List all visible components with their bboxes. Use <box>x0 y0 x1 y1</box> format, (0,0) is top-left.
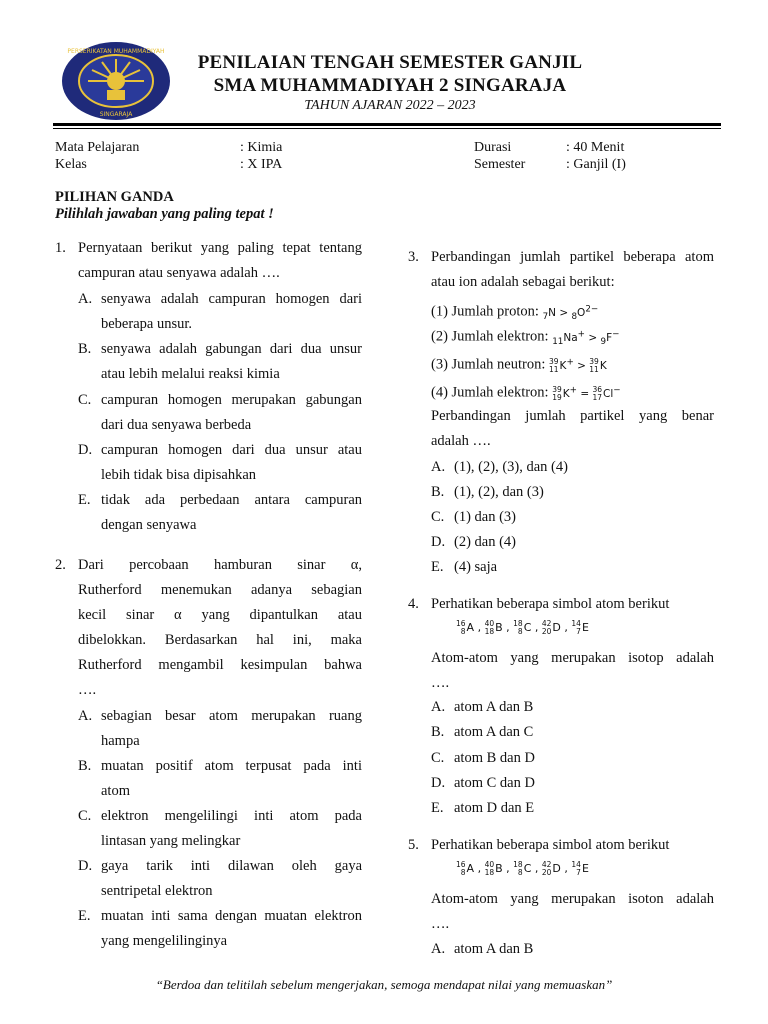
option-letter: A. <box>78 708 93 724</box>
option-text: tidak ada perbedaan antara campuran <box>101 492 362 508</box>
question-text: …. <box>78 682 97 698</box>
svg-text:SINGARAJA: SINGARAJA <box>99 111 133 118</box>
question-text: Perbandingan jumlah partikel yang benar <box>431 408 714 424</box>
option-text: dengan senyawa <box>101 517 197 533</box>
option-text: gaya tarik inti dilawan oleh gaya <box>101 858 362 874</box>
option-text: lebih tidak bisa dipisahkan <box>101 467 257 483</box>
question-text: …. <box>431 916 450 932</box>
option-text: muatan inti sama dengan muatan elektron <box>101 908 362 924</box>
option-text: (4) saja <box>454 559 498 575</box>
question-text: Atom-atom yang merupakan isoton adalah <box>431 891 714 907</box>
option-letter: D. <box>431 775 446 791</box>
option-letter: A. <box>431 941 446 957</box>
question-number: 4. <box>408 596 419 612</box>
option-letter: B. <box>431 724 445 740</box>
formula-electron-2: 39 19 K+ = 36 17 Cl− <box>552 384 621 402</box>
option-letter: D. <box>78 442 93 458</box>
option-text: atom A dan C <box>454 724 534 740</box>
question-text: Perhatikan beberapa simbol atom berikut <box>431 837 670 853</box>
option-text: atau lebih melalui reaksi kimia <box>101 366 280 382</box>
question-text: …. <box>431 675 450 691</box>
semester-label: Semester <box>474 157 526 172</box>
option-text: campuran homogen dari dua unsur atau <box>101 442 362 458</box>
option-letter: A. <box>431 459 446 475</box>
duration-label: Durasi <box>474 140 512 155</box>
class-value: : X IPA <box>240 157 283 172</box>
option-letter: C. <box>78 808 92 824</box>
option-text: atom C dan D <box>454 775 535 791</box>
item-label: (2) Jumlah elektron: <box>431 328 549 345</box>
question-text: Perhatikan beberapa simbol atom berikut <box>431 596 670 612</box>
option-text: atom <box>101 783 130 799</box>
option-letter: E. <box>78 492 91 508</box>
option-text: senyawa adalah gabungan dari dua unsur <box>101 341 362 357</box>
question-text: Atom-atom yang merupakan isotop adalah <box>431 650 714 666</box>
option-letter: E. <box>431 800 444 816</box>
question-text: Rutherford mengambil kesimpulan bahwa <box>78 657 362 673</box>
subject-label: Mata Pelajaran <box>55 140 140 155</box>
option-text: (1), (2), (3), dan (4) <box>454 459 568 475</box>
question-text: Dari percobaan hamburan sinar α, <box>78 557 362 573</box>
question-number: 3. <box>408 249 419 265</box>
subject-value: : Kimia <box>240 140 283 155</box>
academic-year: TAHUN AJARAN 2022 – 2023 <box>304 98 476 113</box>
class-label: Kelas <box>55 157 87 172</box>
option-text: atom A dan B <box>454 941 534 957</box>
atom-symbols: 16 8 A , 40 18 B , 18 8 C , 42 20 D , 14 7 E <box>456 619 589 636</box>
option-letter: A. <box>78 291 93 307</box>
option-letter: A. <box>431 699 446 715</box>
option-letter: C. <box>78 392 92 408</box>
option-letter: E. <box>78 908 91 924</box>
question-text: kecil sinar α yang dipantulkan atau <box>78 607 362 623</box>
section-instruction: Pilihlah jawaban yang paling tepat ! <box>55 206 274 222</box>
option-text: atom D dan E <box>454 800 535 816</box>
formula-electron-1: $_{11}$Na+ > $_9$F− <box>552 329 620 347</box>
question-text: atau ion adalah sebagai berikut: <box>431 274 615 290</box>
particle-item <box>431 350 607 379</box>
school-logo <box>60 40 172 122</box>
question-text: Pernyataan berikut yang paling tepat tentang <box>78 240 362 256</box>
option-text: lintasan yang melingkar <box>101 833 241 849</box>
option-letter: B. <box>431 484 445 500</box>
section-title: PILIHAN GANDA <box>55 189 174 205</box>
option-text: elektron mengelilingi inti atom pada <box>101 808 362 824</box>
option-text: muatan positif atom terpusat pada inti <box>101 758 362 774</box>
option-letter: C. <box>431 509 445 525</box>
semester-value: : Ganjil (I) <box>566 157 626 172</box>
school-name: SMA MUHAMMADIYAH 2 SINGARAJA <box>213 75 567 96</box>
question-number: 5. <box>408 837 419 853</box>
question-text: adalah …. <box>431 433 491 449</box>
footer-quote: “Berdoa dan telitilah sebelum mengerjakan, semoga mendapat nilai yang memuaskan” <box>155 977 613 992</box>
formula-proton: $_7N > _8O^{2-}$ <box>542 304 599 322</box>
option-text: hampa <box>101 733 140 749</box>
option-text: sebagian besar atom merupakan ruang <box>101 708 362 724</box>
option-text: (2) dan (4) <box>454 534 517 550</box>
header-rule-thin <box>53 128 721 129</box>
question-number: 2. <box>55 557 66 573</box>
atom-symbols: 16 8 A , 40 18 B , 18 8 C , 42 20 D , 14 7 E <box>456 860 589 877</box>
option-text: (1) dan (3) <box>454 509 517 525</box>
question-text: Rutherford menemukan adanya sebagian <box>78 582 362 598</box>
svg-text:PERSERIKATAN MUHAMMADIYAH: PERSERIKATAN MUHAMMADIYAH <box>67 48 165 55</box>
header-rule <box>53 123 721 126</box>
option-text: yang mengelilinginya <box>101 933 228 949</box>
question-text: Perbandingan jumlah partikel beberapa atom <box>431 249 714 265</box>
option-text: sentripetal elektron <box>101 883 213 899</box>
option-text: atom B dan D <box>454 750 535 766</box>
option-text: senyawa adalah campuran homogen dari <box>101 291 362 307</box>
formula-neutron: 39 11 K+ > 39 11 K <box>549 356 607 374</box>
exam-title: PENILAIAN TENGAH SEMESTER GANJIL <box>197 52 583 73</box>
question-number: 1. <box>55 240 66 256</box>
item-label: (4) Jumlah elektron: <box>431 384 549 401</box>
option-text: dari dua senyawa berbeda <box>101 417 252 433</box>
question-text: campuran atau senyawa adalah …. <box>78 265 280 281</box>
particle-item <box>431 378 621 407</box>
option-letter: B. <box>78 341 92 357</box>
option-letter: C. <box>431 750 445 766</box>
duration-value: : 40 Menit <box>566 140 625 155</box>
option-text: (1), (2), dan (3) <box>454 484 544 500</box>
option-letter: E. <box>431 559 444 575</box>
option-text: beberapa unsur. <box>101 316 192 332</box>
option-letter: D. <box>431 534 446 550</box>
option-letter: B. <box>78 758 92 774</box>
option-text: atom A dan B <box>454 699 534 715</box>
item-label: (3) Jumlah neutron: <box>431 356 546 373</box>
question-text: dibelokkan. Berdasarkan hal ini, maka <box>78 632 362 648</box>
option-text: campuran homogen merupakan gabungan <box>101 392 362 408</box>
item-label: (1) Jumlah proton: <box>431 303 539 320</box>
option-letter: D. <box>78 858 93 874</box>
